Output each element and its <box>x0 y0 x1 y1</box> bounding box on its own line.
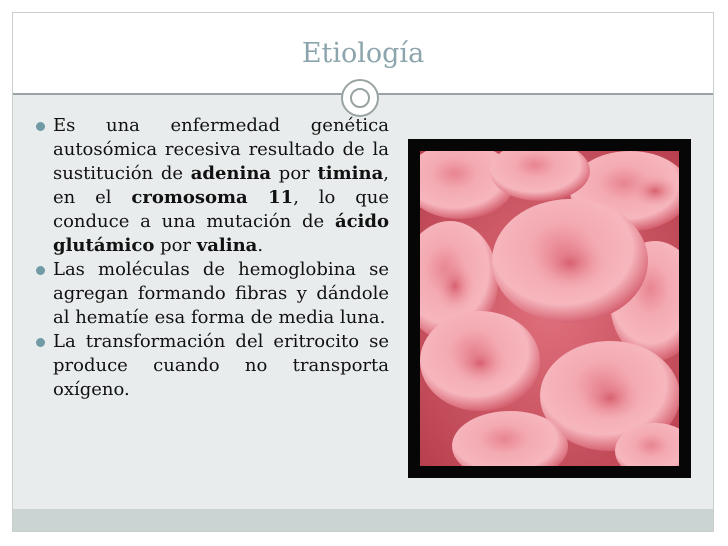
bullet-1-bold-timina: timina <box>317 163 384 184</box>
image-frame <box>408 139 691 478</box>
bullet-item-3 <box>36 330 389 402</box>
divider-ring-ornament <box>341 79 379 117</box>
bullet-1-bold-cromosoma: cromosoma 11 <box>131 187 294 208</box>
bullet-list <box>36 114 389 402</box>
bullet-1-bold-adenina: adenina <box>190 163 272 184</box>
red-blood-cells-image <box>420 151 679 466</box>
bullet-dot-icon <box>36 122 45 131</box>
bullet-3-text: La transformación del eritrocito se produce cuando no transporta oxígeno. <box>53 331 389 400</box>
bullet-dot-icon <box>36 266 45 275</box>
footer-strip <box>13 509 713 531</box>
bullet-1-bold-acido: ácido glutámico <box>53 211 389 256</box>
slide-title <box>13 38 713 69</box>
bullet-1-text-6: . <box>257 235 264 256</box>
bullet-1-text-4: , lo que conduce a una mutación de <box>53 187 389 232</box>
bullet-1-bold-valina: valina <box>196 235 258 256</box>
bullet-1-text-3: , en el <box>53 163 389 208</box>
bullet-1-text-2: por <box>271 163 318 184</box>
slide-title-text: Etiología <box>301 38 425 69</box>
red-blood-cells-illustration <box>420 151 679 466</box>
bullet-dot-icon <box>36 338 45 347</box>
bullet-1-text-5: por <box>154 235 197 256</box>
bullet-item-2 <box>36 258 389 330</box>
divider-ring-inner <box>350 88 370 108</box>
bullet-1-text: Es una enfermedad genética autosómica recesiva resultado de la sustitución de <box>53 115 389 184</box>
bullet-item-1 <box>36 114 389 258</box>
bullet-2-text: Las moléculas de hemoglobina se agregan formando fibras y dándole al hematíe esa forma de media luna. <box>53 259 389 328</box>
